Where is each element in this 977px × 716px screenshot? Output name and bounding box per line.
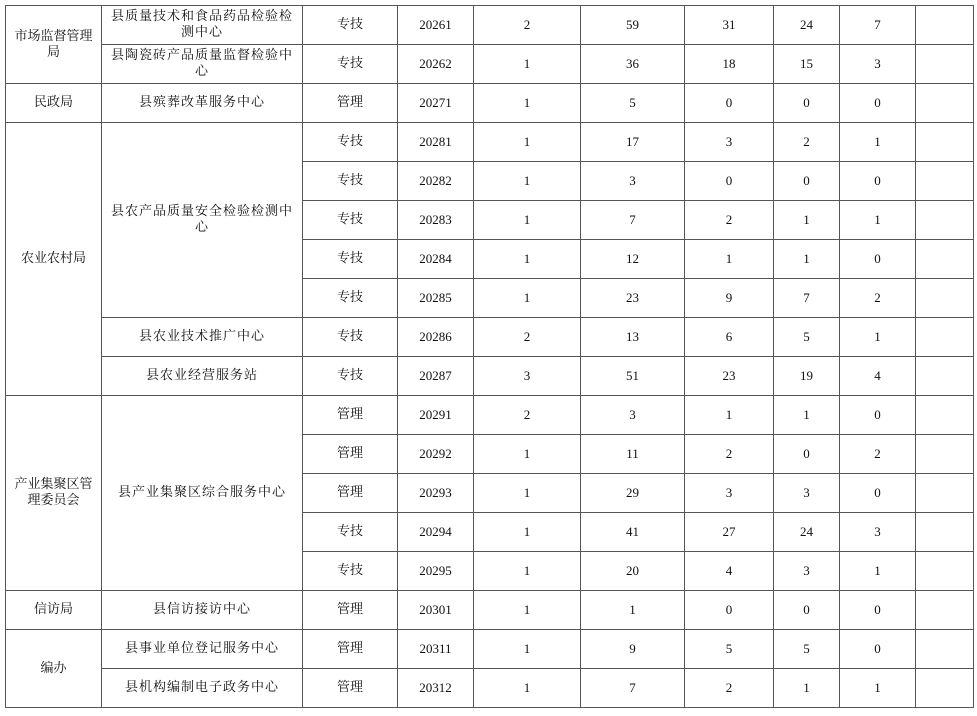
position-type-cell: 专技: [303, 162, 398, 201]
unit-name-cell: 县陶瓷砖产品质量监督检验中心: [102, 45, 303, 84]
position-type-cell: 管理: [303, 474, 398, 513]
pending-cell: 4: [840, 357, 916, 396]
unit-name-cell: 县质量技术和食品药品检验检测中心: [102, 6, 303, 45]
unit-name-cell: 县殡葬改革服务中心: [102, 84, 303, 123]
qualified-cell: 6: [685, 318, 774, 357]
position-code-cell: 20262: [398, 45, 474, 84]
department-cell: 产业集聚区管理委员会: [6, 396, 102, 591]
remark-cell: [916, 357, 974, 396]
table-row: [6, 318, 974, 357]
position-code-cell: 20311: [398, 630, 474, 669]
remark-cell: [916, 201, 974, 240]
position-type-cell: 专技: [303, 318, 398, 357]
applicants-cell: 5: [581, 84, 685, 123]
remark-cell: [916, 6, 974, 45]
qualified-cell: 9: [685, 279, 774, 318]
qualified-cell: 2: [685, 201, 774, 240]
pending-cell: 2: [840, 435, 916, 474]
pending-cell: 3: [840, 513, 916, 552]
applicants-cell: 3: [581, 396, 685, 435]
pending-cell: 1: [840, 123, 916, 162]
qualified-cell: 0: [685, 591, 774, 630]
position-type-cell: 专技: [303, 201, 398, 240]
pending-cell: 0: [840, 84, 916, 123]
position-type-cell: 管理: [303, 435, 398, 474]
position-type-cell: 专技: [303, 279, 398, 318]
position-type-cell: 专技: [303, 357, 398, 396]
count-cell: 1: [474, 45, 581, 84]
count-cell: 1: [474, 240, 581, 279]
count-cell: 3: [474, 357, 581, 396]
position-type-cell: 管理: [303, 591, 398, 630]
remark-cell: [916, 240, 974, 279]
pending-cell: 0: [840, 474, 916, 513]
count-cell: 1: [474, 279, 581, 318]
remark-cell: [916, 513, 974, 552]
qualified-cell: 1: [685, 396, 774, 435]
applicants-cell: 29: [581, 474, 685, 513]
department-cell: 市场监督管理局: [6, 6, 102, 84]
position-code-cell: 20294: [398, 513, 474, 552]
unit-name-cell: 县农产品质量安全检验检测中心: [102, 123, 303, 318]
pending-cell: 3: [840, 45, 916, 84]
department-cell: 编办: [6, 630, 102, 708]
position-type-cell: 管理: [303, 669, 398, 708]
pending-cell: 1: [840, 669, 916, 708]
paid-cell: 7: [774, 279, 840, 318]
qualified-cell: 27: [685, 513, 774, 552]
applicants-cell: 12: [581, 240, 685, 279]
pending-cell: 0: [840, 396, 916, 435]
count-cell: 1: [474, 123, 581, 162]
department-cell: 信访局: [6, 591, 102, 630]
qualified-cell: 18: [685, 45, 774, 84]
unit-name-cell: 县信访接访中心: [102, 591, 303, 630]
position-code-cell: 20281: [398, 123, 474, 162]
remark-cell: [916, 630, 974, 669]
qualified-cell: 31: [685, 6, 774, 45]
paid-cell: 24: [774, 513, 840, 552]
table-row: [6, 357, 974, 396]
count-cell: 1: [474, 669, 581, 708]
remark-cell: [916, 552, 974, 591]
position-type-cell: 管理: [303, 84, 398, 123]
paid-cell: 15: [774, 45, 840, 84]
position-code-cell: 20301: [398, 591, 474, 630]
applicants-cell: 13: [581, 318, 685, 357]
applicants-cell: 1: [581, 591, 685, 630]
count-cell: 1: [474, 630, 581, 669]
position-code-cell: 20261: [398, 6, 474, 45]
position-code-cell: 20287: [398, 357, 474, 396]
paid-cell: 0: [774, 162, 840, 201]
applicants-cell: 7: [581, 201, 685, 240]
table-row: [6, 45, 974, 84]
count-cell: 1: [474, 513, 581, 552]
paid-cell: 3: [774, 474, 840, 513]
count-cell: 2: [474, 6, 581, 45]
unit-name-cell: 县农业技术推广中心: [102, 318, 303, 357]
qualified-cell: 0: [685, 84, 774, 123]
qualified-cell: 1: [685, 240, 774, 279]
position-code-cell: 20271: [398, 84, 474, 123]
pending-cell: 1: [840, 318, 916, 357]
department-cell: 民政局: [6, 84, 102, 123]
count-cell: 1: [474, 552, 581, 591]
paid-cell: 1: [774, 669, 840, 708]
unit-name-cell: 县机构编制电子政务中心: [102, 669, 303, 708]
paid-cell: 3: [774, 552, 840, 591]
table-row: [6, 630, 974, 669]
position-code-cell: 20291: [398, 396, 474, 435]
applicants-cell: 3: [581, 162, 685, 201]
paid-cell: 0: [774, 84, 840, 123]
count-cell: 2: [474, 318, 581, 357]
qualified-cell: 5: [685, 630, 774, 669]
position-code-cell: 20285: [398, 279, 474, 318]
qualified-cell: 2: [685, 435, 774, 474]
qualified-cell: 0: [685, 162, 774, 201]
position-type-cell: 管理: [303, 630, 398, 669]
applicants-cell: 17: [581, 123, 685, 162]
applicants-cell: 9: [581, 630, 685, 669]
paid-cell: 24: [774, 6, 840, 45]
table-row: [6, 669, 974, 708]
count-cell: 1: [474, 201, 581, 240]
qualified-cell: 3: [685, 474, 774, 513]
remark-cell: [916, 435, 974, 474]
count-cell: 1: [474, 435, 581, 474]
pending-cell: 2: [840, 279, 916, 318]
qualified-cell: 23: [685, 357, 774, 396]
applicants-cell: 36: [581, 45, 685, 84]
position-code-cell: 20292: [398, 435, 474, 474]
position-type-cell: 专技: [303, 552, 398, 591]
table-body: [6, 6, 974, 708]
remark-cell: [916, 45, 974, 84]
position-code-cell: 20286: [398, 318, 474, 357]
remark-cell: [916, 84, 974, 123]
pending-cell: 0: [840, 591, 916, 630]
paid-cell: 19: [774, 357, 840, 396]
position-type-cell: 专技: [303, 513, 398, 552]
applicants-cell: 41: [581, 513, 685, 552]
count-cell: 2: [474, 396, 581, 435]
position-type-cell: 管理: [303, 396, 398, 435]
table-row: [6, 6, 974, 45]
qualified-cell: 4: [685, 552, 774, 591]
position-type-cell: 专技: [303, 45, 398, 84]
paid-cell: 0: [774, 591, 840, 630]
unit-name-cell: 县事业单位登记服务中心: [102, 630, 303, 669]
remark-cell: [916, 162, 974, 201]
paid-cell: 0: [774, 435, 840, 474]
count-cell: 1: [474, 84, 581, 123]
position-type-cell: 专技: [303, 123, 398, 162]
unit-name-cell: 县农业经营服务站: [102, 357, 303, 396]
paid-cell: 1: [774, 240, 840, 279]
remark-cell: [916, 669, 974, 708]
position-code-cell: 20293: [398, 474, 474, 513]
applicants-cell: 51: [581, 357, 685, 396]
pending-cell: 0: [840, 162, 916, 201]
recruitment-table: [5, 5, 974, 708]
count-cell: 1: [474, 474, 581, 513]
remark-cell: [916, 318, 974, 357]
paid-cell: 2: [774, 123, 840, 162]
pending-cell: 0: [840, 630, 916, 669]
count-cell: 1: [474, 591, 581, 630]
remark-cell: [916, 591, 974, 630]
position-code-cell: 20283: [398, 201, 474, 240]
count-cell: 1: [474, 162, 581, 201]
table-row: [6, 396, 974, 435]
position-code-cell: 20282: [398, 162, 474, 201]
table-row: [6, 591, 974, 630]
applicants-cell: 23: [581, 279, 685, 318]
qualified-cell: 2: [685, 669, 774, 708]
paid-cell: 1: [774, 201, 840, 240]
qualified-cell: 3: [685, 123, 774, 162]
unit-name-cell: 县产业集聚区综合服务中心: [102, 396, 303, 591]
remark-cell: [916, 279, 974, 318]
pending-cell: 7: [840, 6, 916, 45]
remark-cell: [916, 474, 974, 513]
applicants-cell: 20: [581, 552, 685, 591]
department-cell: 农业农村局: [6, 123, 102, 396]
position-code-cell: 20284: [398, 240, 474, 279]
pending-cell: 1: [840, 552, 916, 591]
paid-cell: 1: [774, 396, 840, 435]
table-row: [6, 123, 974, 162]
position-type-cell: 专技: [303, 6, 398, 45]
pending-cell: 1: [840, 201, 916, 240]
position-code-cell: 20295: [398, 552, 474, 591]
paid-cell: 5: [774, 630, 840, 669]
paid-cell: 5: [774, 318, 840, 357]
remark-cell: [916, 396, 974, 435]
applicants-cell: 59: [581, 6, 685, 45]
table-row: [6, 84, 974, 123]
applicants-cell: 11: [581, 435, 685, 474]
position-code-cell: 20312: [398, 669, 474, 708]
pending-cell: 0: [840, 240, 916, 279]
remark-cell: [916, 123, 974, 162]
position-type-cell: 专技: [303, 240, 398, 279]
applicants-cell: 7: [581, 669, 685, 708]
